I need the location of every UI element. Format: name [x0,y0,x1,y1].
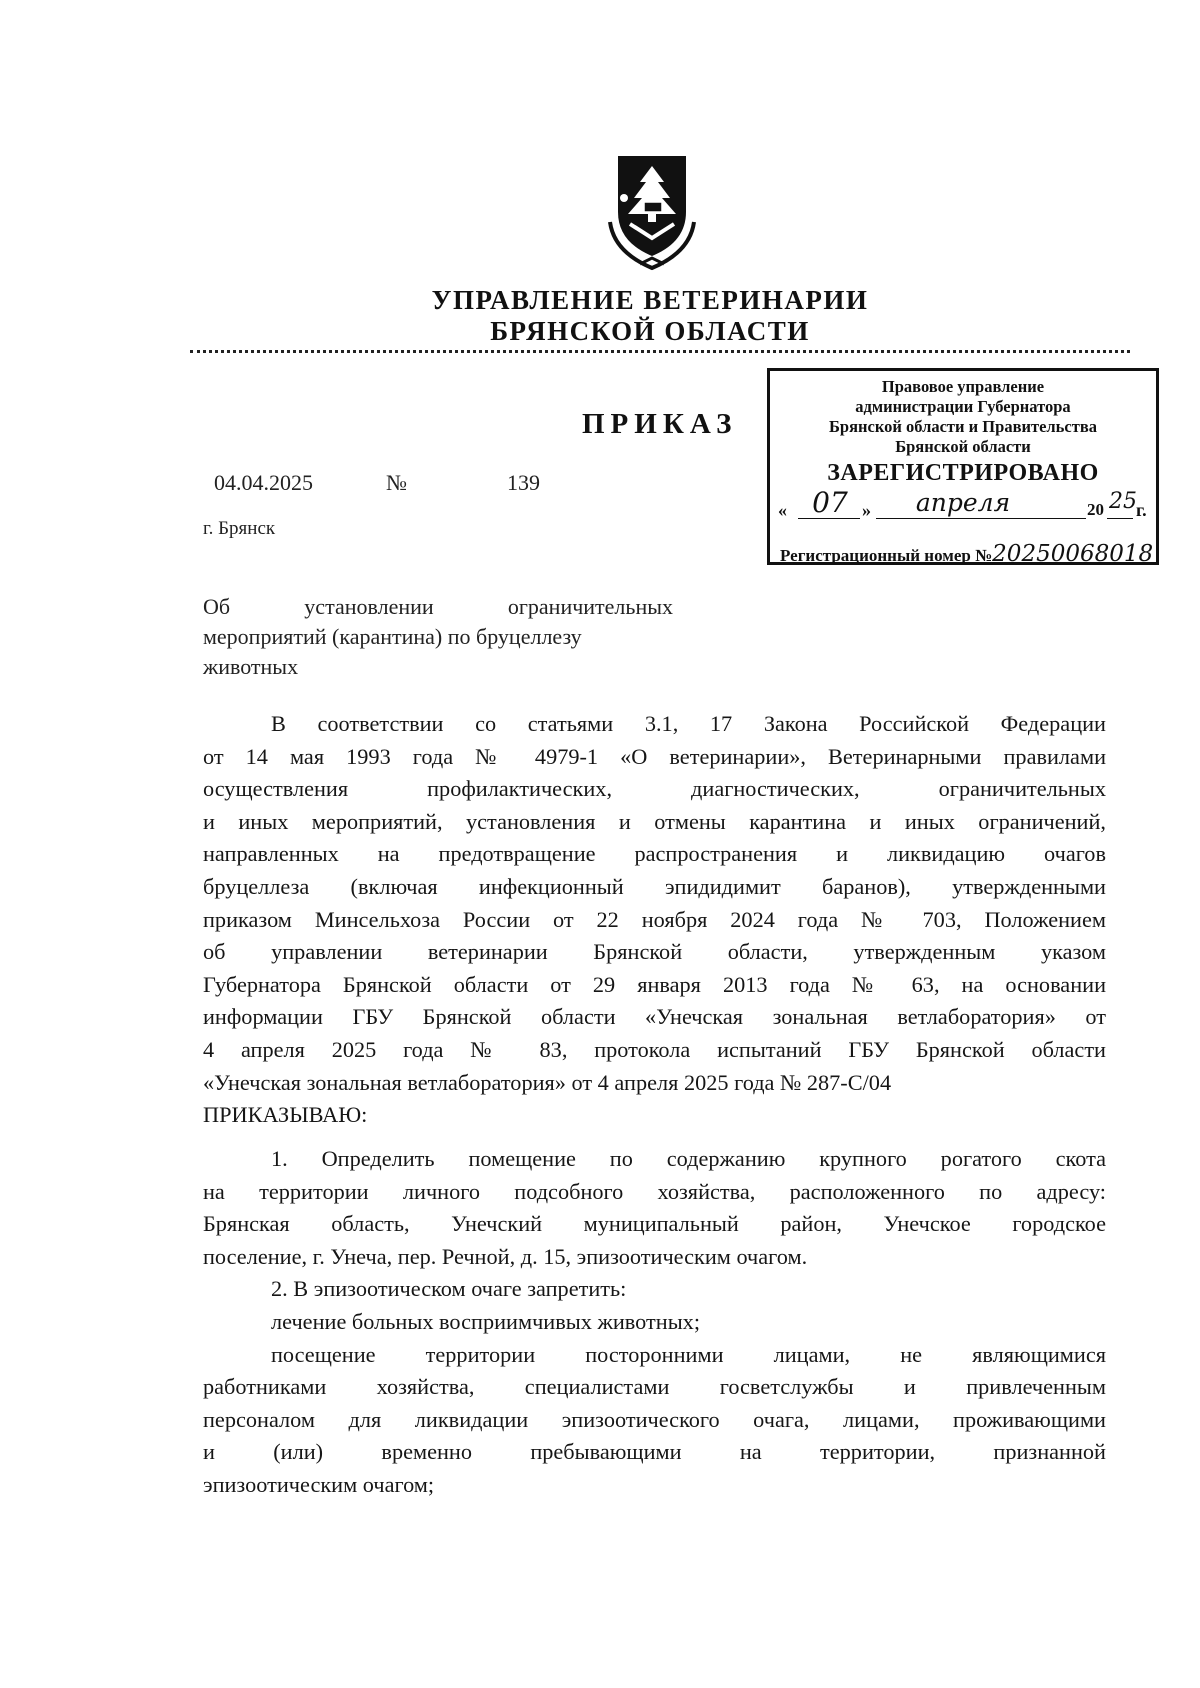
item-line: Брянская область, Унечский муниципальный район, Унечское городское [203,1211,1106,1237]
stamp-registration-number-row [780,541,1153,567]
stamp-day-handwritten: 07 [812,486,848,519]
stamp-year-unit: г. [1136,500,1147,520]
stamp-date-row [770,486,1156,528]
subject-line: мероприятий (карантина) по бруцеллезу [203,624,582,649]
preamble-line: В соответствии со статьями 3.1, 17 Закона Российской Федерации [271,711,1106,736]
document-type-title: ПРИКАЗ [582,408,738,440]
stamp-year-handwritten: 25 [1109,489,1137,514]
preamble-line: информации ГБУ Брянской области «Унечская зональная ветлаборатория» от [203,1004,1106,1030]
stamp-quote-close: » [862,500,871,520]
preamble-line: «Унечская зональная ветлаборатория» от 4 апреля 2025 года № 287-С/04 [203,1069,892,1095]
preamble-line: 4 апреля 2025 года № 83, протокола испытаний ГБУ Брянской области [203,1036,1106,1062]
order-subject [203,592,673,682]
item-line: на территории личного подсобного хозяйства, расположенного по адресу: [203,1178,1106,1204]
stamp-line4: Брянской области [895,437,1031,456]
stamp-year-underline [1107,518,1133,519]
preamble-line: и иных мероприятий, установления и отмены карантина и иных ограничений, [203,808,1106,834]
order-items [203,1143,1106,1502]
item-line: персоналом для ликвидации эпизоотического очага, лицами, проживающими [203,1406,1106,1432]
organization-name-line2: БРЯНСКОЙ ОБЛАСТИ [490,316,810,346]
preamble-line: осуществления профилактических, диагностических, ограничительных [203,776,1106,802]
stamp-day-underline [798,518,860,519]
stamp-registered-label: ЗАРЕГИСТРИРОВАНО [827,460,1099,486]
item-line: работниками хозяйства, специалистами госветслужбы и привлеченным [203,1374,1106,1400]
preamble-paragraph [203,708,1106,1132]
stamp-registration-number: 20250068018 [992,541,1154,567]
subject-line: Об установлении ограничительных [203,594,673,619]
order-date: 04.04.2025 [214,470,313,495]
preamble-line: от 14 мая 1993 года № 4979-1 «О ветеринарии», Ветеринарными правилами [203,743,1106,769]
registration-stamp [767,368,1159,565]
item-line: 2. В эпизоотическом очаге запретить: [271,1276,627,1302]
item-line: эпизоотическим очагом; [203,1471,435,1497]
preamble-line: приказом Минсельхоза России от 22 ноября 2024 года № 703, Положением [203,906,1106,932]
order-city: г. Брянск [203,518,276,539]
coat-of-arms-emblem [600,152,704,272]
item-line: лечение больных восприимчивых животных; [271,1308,701,1334]
stamp-line3: Брянской области и Правительства [829,417,1097,436]
stamp-line1: Правовое управление [881,377,1045,396]
item-line: и (или) временно пребывающими на территории, признанной [203,1439,1106,1465]
stamp-month-handwritten: апреля [915,488,1011,517]
preamble-line: бруцеллеза (включая инфекционный эпидидимит баранов), утвержденными [203,873,1106,899]
preamble-line: Губернатора Брянской области от 29 января 2013 года № 63, на основании [203,971,1106,997]
item-line: посещение территории посторонними лицами, не являющимися [271,1341,1106,1367]
order-number: 139 [507,470,540,495]
preamble-line: об управлении ветеринарии Брянской области, утвержденным указом [203,939,1106,965]
stamp-line2: администрации Губернатора [855,397,1071,416]
header-dotted-divider [190,350,1130,353]
preamble-line: направленных на предотвращение распространения и ликвидацию очагов [203,841,1106,867]
stamp-registration-label: Регистрационный номер № [780,546,993,565]
order-number-sign: № [386,470,407,495]
subject-line: животных [203,654,299,679]
item-line: 1. Определить помещение по содержанию крупного рогатого скота [271,1146,1106,1171]
stamp-year-prefix: 20 [1087,500,1104,519]
order-directive: ПРИКАЗЫВАЮ: [203,1102,368,1128]
item-line: поселение, г. Унеча, пер. Речной, д. 15, эпизоотическим очагом. [203,1243,808,1269]
stamp-quote-open: « [778,500,787,520]
stamp-month-underline [876,518,1086,519]
organization-name-line1: УПРАВЛЕНИЕ ВЕТЕРИНАРИИ [431,285,869,315]
